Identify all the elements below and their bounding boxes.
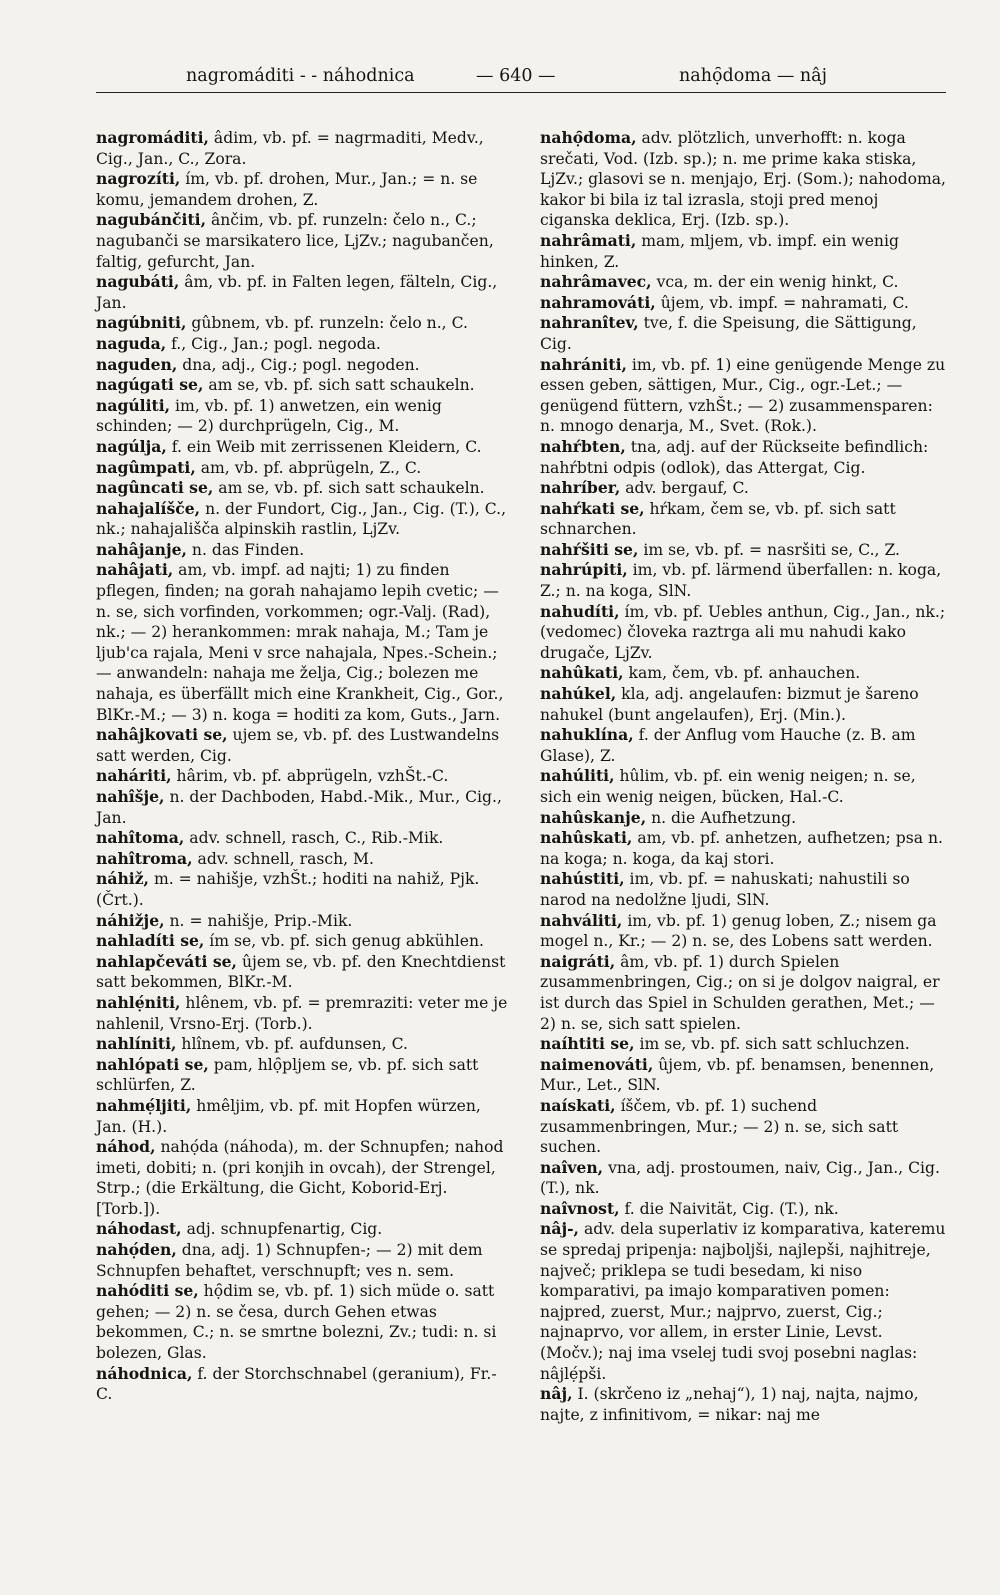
dictionary-entry (540, 725, 948, 766)
entry-headword: nahrâmati, (540, 230, 637, 250)
entry-headword: nahŕkati se, (540, 498, 645, 518)
entry-definition: ujem se, vb. pf. des Lustwandelns satt werden, Cig. (96, 726, 500, 765)
entry-definition: im, vb. pf. 1) anwetzen, ein wenig schinden; — 2) durchprügeln, Cig., M. (96, 396, 442, 436)
entry-headword: náhod, (96, 1137, 156, 1157)
dictionary-entry (96, 952, 508, 993)
dictionary-entry (96, 828, 508, 849)
entry-definition: f., Cig., Jan.; pogl. negoda. (166, 334, 381, 353)
entry-definition: am se, vb. pf. sich satt schaukeln. (203, 376, 475, 395)
entry-headword: nahlẹ́niti, (96, 992, 181, 1012)
dictionary-entry (96, 540, 508, 561)
entry-definition: am se, vb. pf. sich satt schaukeln. (213, 479, 485, 498)
entry-headword: nagubáti, (96, 272, 180, 292)
entry-definition: dna, adj. 1) Schnupfen-; — 2) mit dem Schnupfen behaftet, verschnupft; ves n. sem. (96, 1241, 483, 1280)
entry-definition: n. der Fundort, Cig., Jan., Cig. (T.), C., nk.; nahajališča alpinskih rastlin, LjZv. (96, 499, 507, 539)
entry-headword: náhodast, (96, 1219, 182, 1239)
entry-headword: nagromáditi, (96, 128, 209, 147)
entry-headword: nahlapčeváti se, (96, 951, 237, 971)
entry-definition: hmêljim, vb. pf. mit Hopfen würzen, Jan. (H.). (96, 1096, 481, 1136)
dictionary-entry (96, 725, 508, 766)
entry-definition: kam, čem, vb. pf. anhauchen. (623, 664, 861, 683)
dictionary-entry (96, 911, 508, 932)
dictionary-entry (96, 993, 508, 1034)
entry-headword: naîvnost, (540, 1198, 620, 1218)
entry-definition: âm, vb. pf. in Falten legen, fälteln, Cig., Jan. (96, 273, 498, 312)
entry-definition: họ̑dim se, vb. pf. 1) sich müde o. satt gehen; — 2) n. se česa, durch Gehen etwas bekommen, C.; n. se smrtne bolezni, Zv.; tudi: n. si bolezen, Glas. (96, 1282, 497, 1363)
entry-definition: im, vb. pf. 1) genug loben, Z.; nisem ga mogel n., Kr.; — 2) n. se, des Lobens satt werden. (540, 911, 937, 951)
entry-definition: dna, adj., Cig.; pogl. negoden. (177, 355, 420, 374)
entry-headword: nagúbniti, (96, 313, 187, 333)
entry-definition: hlînem, vb. pf. aufdunsen, C. (176, 1035, 408, 1054)
entry-headword: nahmẹ́ljiti, (96, 1095, 192, 1115)
dictionary-entry (96, 849, 508, 870)
dictionary-entry (540, 684, 948, 725)
right-column (540, 128, 948, 1425)
entry-definition: n. die Aufhetzung. (646, 808, 797, 827)
dictionary-entry (96, 1034, 508, 1055)
entry-headword: náhižje, (96, 910, 165, 930)
dictionary-entry (540, 663, 948, 684)
entry-headword: nahûskanje, (540, 807, 647, 827)
dictionary-entry (96, 869, 508, 910)
entry-definition: hlênem, vb. pf. = premraziti: veter me je nahlenil, Vrsno-Erj. (Torb.). (96, 993, 508, 1033)
entry-definition: âm, vb. pf. 1) durch Spielen zusammenbringen, Cig.; on si je dolgov naigral, er ist durch das Spiel in Schulden gerathen, Met.; — 2) n. se, sich satt spielen. (540, 952, 940, 1033)
entry-definition: pam, hlọ̑pljem se, vb. pf. sich satt schlürfen, Z. (96, 1055, 479, 1095)
entry-headword: nahramováti, (540, 292, 656, 312)
entry-headword: nahríber, (540, 478, 621, 498)
entry-definition: hûlim, vb. pf. ein wenig neigen; n. se, sich ein wenig neigen, bücken, Hal.-C. (540, 767, 916, 806)
dictionary-entry (96, 1364, 508, 1405)
entry-definition: vna, adj. prostoumen, naiv, Cig., Jan., Cig. (T.), nk. (540, 1158, 940, 1198)
entry-definition: mam, mljem, vb. impf. ein wenig hinken, Z. (540, 231, 899, 271)
entry-definition: im se, vb. pf. = nasršiti se, C., Z. (638, 540, 900, 559)
entry-definition: tna, adj. auf der Rückseite befindlich: nahŕbtni odpis (odlok), das Attergat, Cig. (540, 437, 929, 477)
dictionary-entry (540, 1055, 948, 1096)
entry-definition: ânčim, vb. pf. runzeln: čelo n., C.; nagubanči se marsikatero lice, LjZv.; nagubančen, faltig, gefurcht, Jan. (96, 211, 494, 271)
entry-headword: nahúliti, (540, 766, 615, 786)
entry-headword: naimenováti, (540, 1054, 654, 1074)
entry-definition: ím, vb. pf. Uebles anthun, Cig., Jan., nk.; (vedomec) človeka raztrga ali mu nahudi kako drugače, LjZv. (540, 602, 946, 662)
dictionary-entry (96, 313, 508, 334)
dictionary-entry (96, 1096, 508, 1137)
entry-headword: nahrániti, (540, 354, 627, 374)
entry-definition: im, vb. pf. lärmend überfallen: n. koga, Z.; n. na koga, SlN. (540, 561, 942, 601)
entry-definition: im, vb. pf. 1) eine genügende Menge zu essen geben, sättigen, Mur., Cig., ogr.-Let.; — genügend füttern, vzhŠt.; — 2) zusammensparen: n. mnogo denarja, M., Svet. (Rok.). (540, 355, 946, 436)
entry-definition: adv. dela superlativ iz komparativa, kateremu se spredaj pripenja: najboljši, najlepši, najhitreje, največ; priklepa se tudi besedam, ki niso komparativi, pa imajo komparativen pomen: najpred, zuerst, Mur.; najprvo, zuerst, Cig.; najnaprvo, vor allem, in erster Linie, Levst. (Močv.); naj ima vselej tudi svoj posebni naglas: nâjlẹ́pši. (540, 1220, 946, 1383)
running-header (96, 62, 946, 93)
dictionary-entry (96, 766, 508, 787)
dictionary-entry (96, 334, 508, 355)
entry-headword: nahajalíšče, (96, 498, 201, 518)
entry-headword: nâj, (540, 1384, 573, 1404)
entry-headword: naîven, (540, 1157, 604, 1177)
entry-headword: nahlópati se, (96, 1054, 209, 1074)
entry-definition: ím, vb. pf. drohen, Mur., Jan.; = n. se komu, jemandem drohen, Z. (96, 170, 478, 209)
dictionary-entry (540, 766, 948, 807)
entry-definition: adv. schnell, rasch, C., Rib.-Mik. (184, 829, 444, 848)
entry-headword: nahọ̑doma, (540, 128, 637, 147)
entry-headword: nahŕbten, (540, 436, 626, 456)
entry-headword: nâj-, (540, 1219, 579, 1239)
page-number: — 640 — (476, 66, 556, 86)
dictionary-entry (540, 293, 948, 314)
entry-headword: nahâjanje, (96, 539, 187, 559)
entry-headword: nahâjkovati se, (96, 725, 228, 745)
entry-definition: n. der Dachboden, Habd.-Mik., Mur., Cig., Jan. (96, 788, 502, 827)
entry-headword: nahústiti, (540, 869, 625, 889)
dictionary-entry (96, 375, 508, 396)
entry-headword: nahûskati, (540, 828, 633, 848)
entry-definition: am, vb. pf. anhetzen, aufhetzen; psa n. na koga; n. koga, da kaj stori. (540, 829, 944, 868)
dictionary-entry (96, 128, 508, 169)
dictionary-entry (96, 1055, 508, 1096)
entry-definition: ûjem, vb. pf. benamsen, benennen, Mur., Let., SlN. (540, 1055, 935, 1095)
entry-headword: naískati, (540, 1095, 616, 1115)
entry-headword: nagubánčiti, (96, 210, 207, 230)
entry-headword: nahúkel, (540, 684, 617, 704)
entry-headword: naguden, (96, 354, 178, 374)
dictionary-entry (540, 272, 948, 293)
entry-headword: nagúlja, (96, 436, 167, 456)
entry-headword: naguda, (96, 333, 167, 353)
entry-definition: adv. bergauf, C. (620, 479, 749, 498)
dictionary-entry (96, 560, 508, 725)
dictionary-entry (96, 1281, 508, 1363)
dictionary-entry (96, 499, 508, 540)
entry-definition: adj. schnupfenartig, Cig. (181, 1220, 383, 1239)
entry-headword: nahudíti, (540, 601, 620, 621)
dictionary-entry (540, 437, 948, 478)
entry-definition: am, vb. impf. ad najti; 1) zu finden pflegen, finden; na gorah nahajamo lepih cvetic; — n. se, sich vorfinden, vorkommen; ogr.-Valj. (Rad), nk.; — 2) herankommen: mrak nahaja, M.; Tam je ljub'ca rajala, Meni v srce nahajala, Npes.-Schein.; — anwandeln: nahaja me želja, Cig.; bolezen me nahaja, es überfällt mich eine Krankheit, Cig., Gor., BlKr.-M.; — 3) n. koga = hoditi za kom, Guts., Jarn. (96, 561, 504, 724)
dictionary-entry (96, 787, 508, 828)
entry-headword: nagrozíti, (96, 169, 181, 189)
entry-headword: nahrúpiti, (540, 560, 628, 580)
dictionary-entry (540, 869, 948, 910)
dictionary-entry (540, 499, 948, 540)
entry-headword: naíhtiti se, (540, 1034, 635, 1054)
entry-headword: nahladíti se, (96, 931, 205, 951)
entry-definition: âdim, vb. pf. = nagrmaditi, Medv., Cig., Jan., C., Zora. (96, 129, 484, 168)
dictionary-entry (540, 231, 948, 272)
entry-definition: n. das Finden. (186, 540, 305, 559)
dictionary-entry (540, 128, 948, 231)
dictionary-entry (540, 1199, 948, 1220)
dictionary-entry (540, 1158, 948, 1199)
dictionary-entry (540, 911, 948, 952)
entry-definition: nahọ́da (náhoda), m. der Schnupfen; nahod imeti, dobiti; n. (pri konjih in ovcah), der Strengel, Strp.; (die Erkältung, die Gicht, Koborid-Erj. [Torb.]). (96, 1138, 504, 1218)
dictionary-entry (96, 1219, 508, 1240)
dictionary-entry (96, 396, 508, 437)
entry-headword: nahlíniti, (96, 1034, 177, 1054)
entry-headword: nagúliti, (96, 395, 171, 415)
entry-headword: nahranîtev, (540, 313, 639, 333)
entry-headword: nahuklína, (540, 725, 634, 745)
entry-definition: f. ein Weib mit zerrissenen Kleidern, C. (166, 437, 482, 456)
dictionary-entry (96, 478, 508, 499)
header-right-guide-words: nahọ̑doma — nâj (679, 66, 828, 86)
dictionary-entry (540, 1219, 948, 1384)
entry-headword: nahọ́den, (96, 1240, 177, 1260)
dictionary-entry (540, 560, 948, 601)
entry-definition: adv. schnell, rasch, M. (192, 849, 374, 868)
entry-headword: nahîšje, (96, 787, 165, 806)
dictionary-entry (96, 1240, 508, 1281)
dictionary-entry (540, 828, 948, 869)
entry-definition: im, vb. pf. = nahuskati; nahustili so narod na nedolžne ljudi, SlN. (540, 870, 910, 909)
dictionary-entry (540, 808, 948, 829)
entry-definition: ûjem, vb. impf. = nahramati, C. (655, 293, 909, 312)
entry-headword: nagúgati se, (96, 375, 204, 395)
dictionary-entry (96, 437, 508, 458)
dictionary-entry (540, 1096, 948, 1158)
dictionary-entry (96, 1137, 508, 1219)
entry-definition: m. = nahišje, vzhŠt.; hoditi na nahiž, Pjk. (Črt.). (96, 870, 480, 909)
dictionary-entry (540, 540, 948, 561)
entry-headword: nahîtroma, (96, 848, 193, 868)
dictionary-entry (540, 1384, 948, 1425)
entry-headword: naháriti, (96, 766, 172, 786)
entry-definition: tve, f. die Speisung, die Sättigung, Cig. (540, 314, 917, 353)
entry-definition: f. die Naivität, Cig. (T.), nk. (619, 1199, 839, 1218)
entry-headword: náhiž, (96, 869, 149, 889)
entry-definition: n. = nahišje, Prip.-Mik. (164, 911, 353, 930)
entry-definition: f. der Anflug vom Hauche (z. B. am Glase), Z. (540, 726, 916, 765)
entry-definition: im se, vb. pf. sich satt schluchzen. (634, 1035, 910, 1054)
dictionary-entry (96, 169, 508, 210)
entry-definition: am, vb. pf. abprügeln, Z., C. (195, 458, 422, 477)
entry-definition: kla, adj. angelaufen: bizmut je šareno nahukel (bunt angelaufen), Erj. (Min.). (540, 685, 919, 724)
entry-definition: hârim, vb. pf. abprügeln, vzhŠt.-C. (171, 767, 449, 786)
entry-definition: I. (skrčeno iz „nehaj“), 1) naj, najta, najmo, najte, z infinitivom, = nikar: naj me (540, 1385, 919, 1424)
entry-definition: ûjem se, vb. pf. den Knechtdienst satt bekommen, BlKr.-M. (96, 952, 506, 992)
entry-definition: adv. plötzlich, unverhofft: n. koga srečati, Vod. (Izb. sp.); n. me prime kaka stiska, LjZv.; glasovi se n. menjajo, Erj. (Som.); nahodoma, kakor bi bila iz tal izrasla, stoji pred menoj ciganska deklica, Erj. (Izb. sp.). (540, 129, 946, 230)
entry-definition: hŕkam, čem se, vb. pf. sich satt schnarchen. (540, 499, 896, 539)
entry-definition: íščem, vb. pf. 1) suchend zusammenbringen, Mur.; — 2) n. se, sich satt suchen. (540, 1096, 899, 1157)
dictionary-entry (540, 355, 948, 437)
entry-headword: nahŕšiti se, (540, 539, 639, 559)
entry-headword: nahîtoma, (96, 828, 185, 848)
dictionary-entry (540, 952, 948, 1034)
entry-headword: nagûncati se, (96, 478, 214, 498)
entry-headword: nahváliti, (540, 910, 623, 930)
dictionary-entry (96, 272, 508, 313)
dictionary-entry (540, 478, 948, 499)
entry-definition: f. der Storchschnabel (geranium), Fr.-C. (96, 1364, 497, 1404)
entry-definition: ím se, vb. pf. sich genug abkühlen. (204, 932, 484, 951)
dictionary-entry (96, 931, 508, 952)
entry-headword: nahâjati, (96, 560, 174, 580)
entry-headword: nagûmpati, (96, 457, 196, 477)
entry-headword: naigráti, (540, 951, 616, 971)
entry-headword: nahóditi se, (96, 1281, 199, 1301)
left-column (96, 128, 508, 1405)
dictionary-entry (96, 210, 508, 272)
dictionary-entry (540, 1034, 948, 1055)
dictionary-entry (540, 313, 948, 354)
entry-headword: náhodnica, (96, 1363, 193, 1383)
dictionary-entry (96, 355, 508, 376)
dictionary-entry (96, 458, 508, 479)
header-left-guide-words: nagromáditi - - náhodnica (186, 66, 415, 86)
entry-headword: nahrâmavec, (540, 272, 652, 292)
dictionary-entry (540, 602, 948, 664)
entry-definition: gûbnem, vb. pf. runzeln: čelo n., C. (186, 314, 468, 333)
entry-definition: vca, m. der ein wenig hinkt, C. (651, 273, 899, 292)
entry-headword: nahûkati, (540, 663, 624, 683)
